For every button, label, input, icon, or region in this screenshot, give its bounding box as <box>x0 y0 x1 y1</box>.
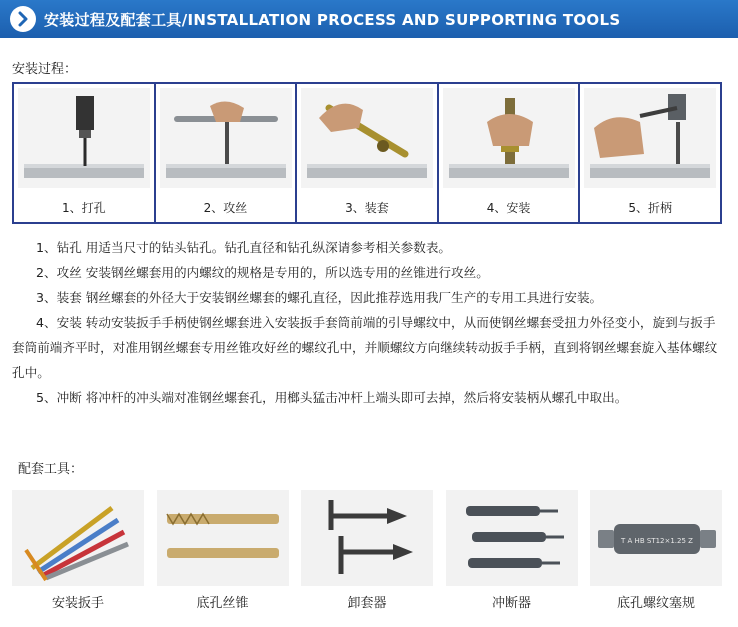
tool-caption: 底孔螺纹塞规 <box>616 596 695 611</box>
step-break-handle <box>580 84 720 222</box>
tool-thread-gauge <box>590 490 722 620</box>
tools-row <box>12 490 722 620</box>
tool-caption: 卸套器 <box>347 596 387 611</box>
step-caption: 2、攻丝 <box>203 201 248 215</box>
chevron-right-icon <box>10 6 36 32</box>
step-install <box>439 84 581 222</box>
install-tool-icon <box>301 88 433 188</box>
step-install-sleeve <box>297 84 439 222</box>
tools-label: 配套工具： <box>18 462 84 477</box>
tool-punch <box>446 490 578 620</box>
install-wrench-icon <box>12 490 144 586</box>
gauge-engraving: T A HB ST12×1.25 Z <box>621 537 693 545</box>
process-strip <box>12 82 722 224</box>
hammer-icon <box>584 88 716 188</box>
thread-gauge-icon <box>590 490 722 586</box>
step-drill <box>14 84 156 222</box>
step-caption: 3、装套 <box>345 201 389 215</box>
punch-icon <box>446 490 578 586</box>
tool-extractor <box>301 490 433 620</box>
tap-wrench-icon <box>160 88 292 188</box>
section-header <box>0 0 738 38</box>
tool-caption: 冲断器 <box>491 596 531 611</box>
step-tap <box>156 84 298 222</box>
step-caption: 1、打孔 <box>61 201 106 215</box>
header-title: 安装过程及配套工具/INSTALLATION PROCESS AND SUPPORTING TOOLS <box>44 10 621 29</box>
instruction-item: 1、钻孔 用适当尺寸的钻头钻孔。钻孔直径和钻孔纵深请参考相关参数表。 <box>36 240 452 255</box>
instruction-item: 3、装套 钢丝螺套的外径大于安装钢丝螺套的螺孔直径，因此推荐选用我厂生产的专用工具进行安装。 <box>36 290 603 305</box>
tool-caption: 底孔丝锥 <box>196 596 249 611</box>
extractor-icon <box>301 490 433 586</box>
step-caption: 5、折柄 <box>628 201 672 215</box>
drill-icon <box>18 88 150 188</box>
instruction-list <box>12 235 728 410</box>
insert-icon <box>443 88 575 188</box>
tool-install-wrench <box>12 490 144 620</box>
process-label: 安装过程： <box>12 62 78 77</box>
instruction-item: 5、冲断 将冲杆的冲头端对准钢丝螺套孔，用榔头猛击冲杆上端头即可去掉，然后将安装柄从螺孔中取出。 <box>36 390 628 405</box>
instruction-item: 2、攻丝 安装钢丝螺套用的内螺纹的规格是专用的，所以选专用的丝锥进行攻丝。 <box>36 265 489 280</box>
tool-caption: 安装扳手 <box>51 596 104 611</box>
instruction-item: 4、安装 转动安装扳手手柄使钢丝螺套进入安装扳手套筒前端的引导螺纹中，从而使钢丝螺套受扭力外径变小，旋到与扳手套筒前端齐平时，对准用钢丝螺套专用丝锥攻好丝的螺纹孔中，并顺螺纹方向继续转动扳手手柄，直到将钢丝螺套旋入基体螺纹孔中。 <box>12 315 718 380</box>
step-caption: 4、安装 <box>486 201 531 215</box>
tool-bottom-tap <box>157 490 289 620</box>
tap-icon <box>157 490 289 586</box>
